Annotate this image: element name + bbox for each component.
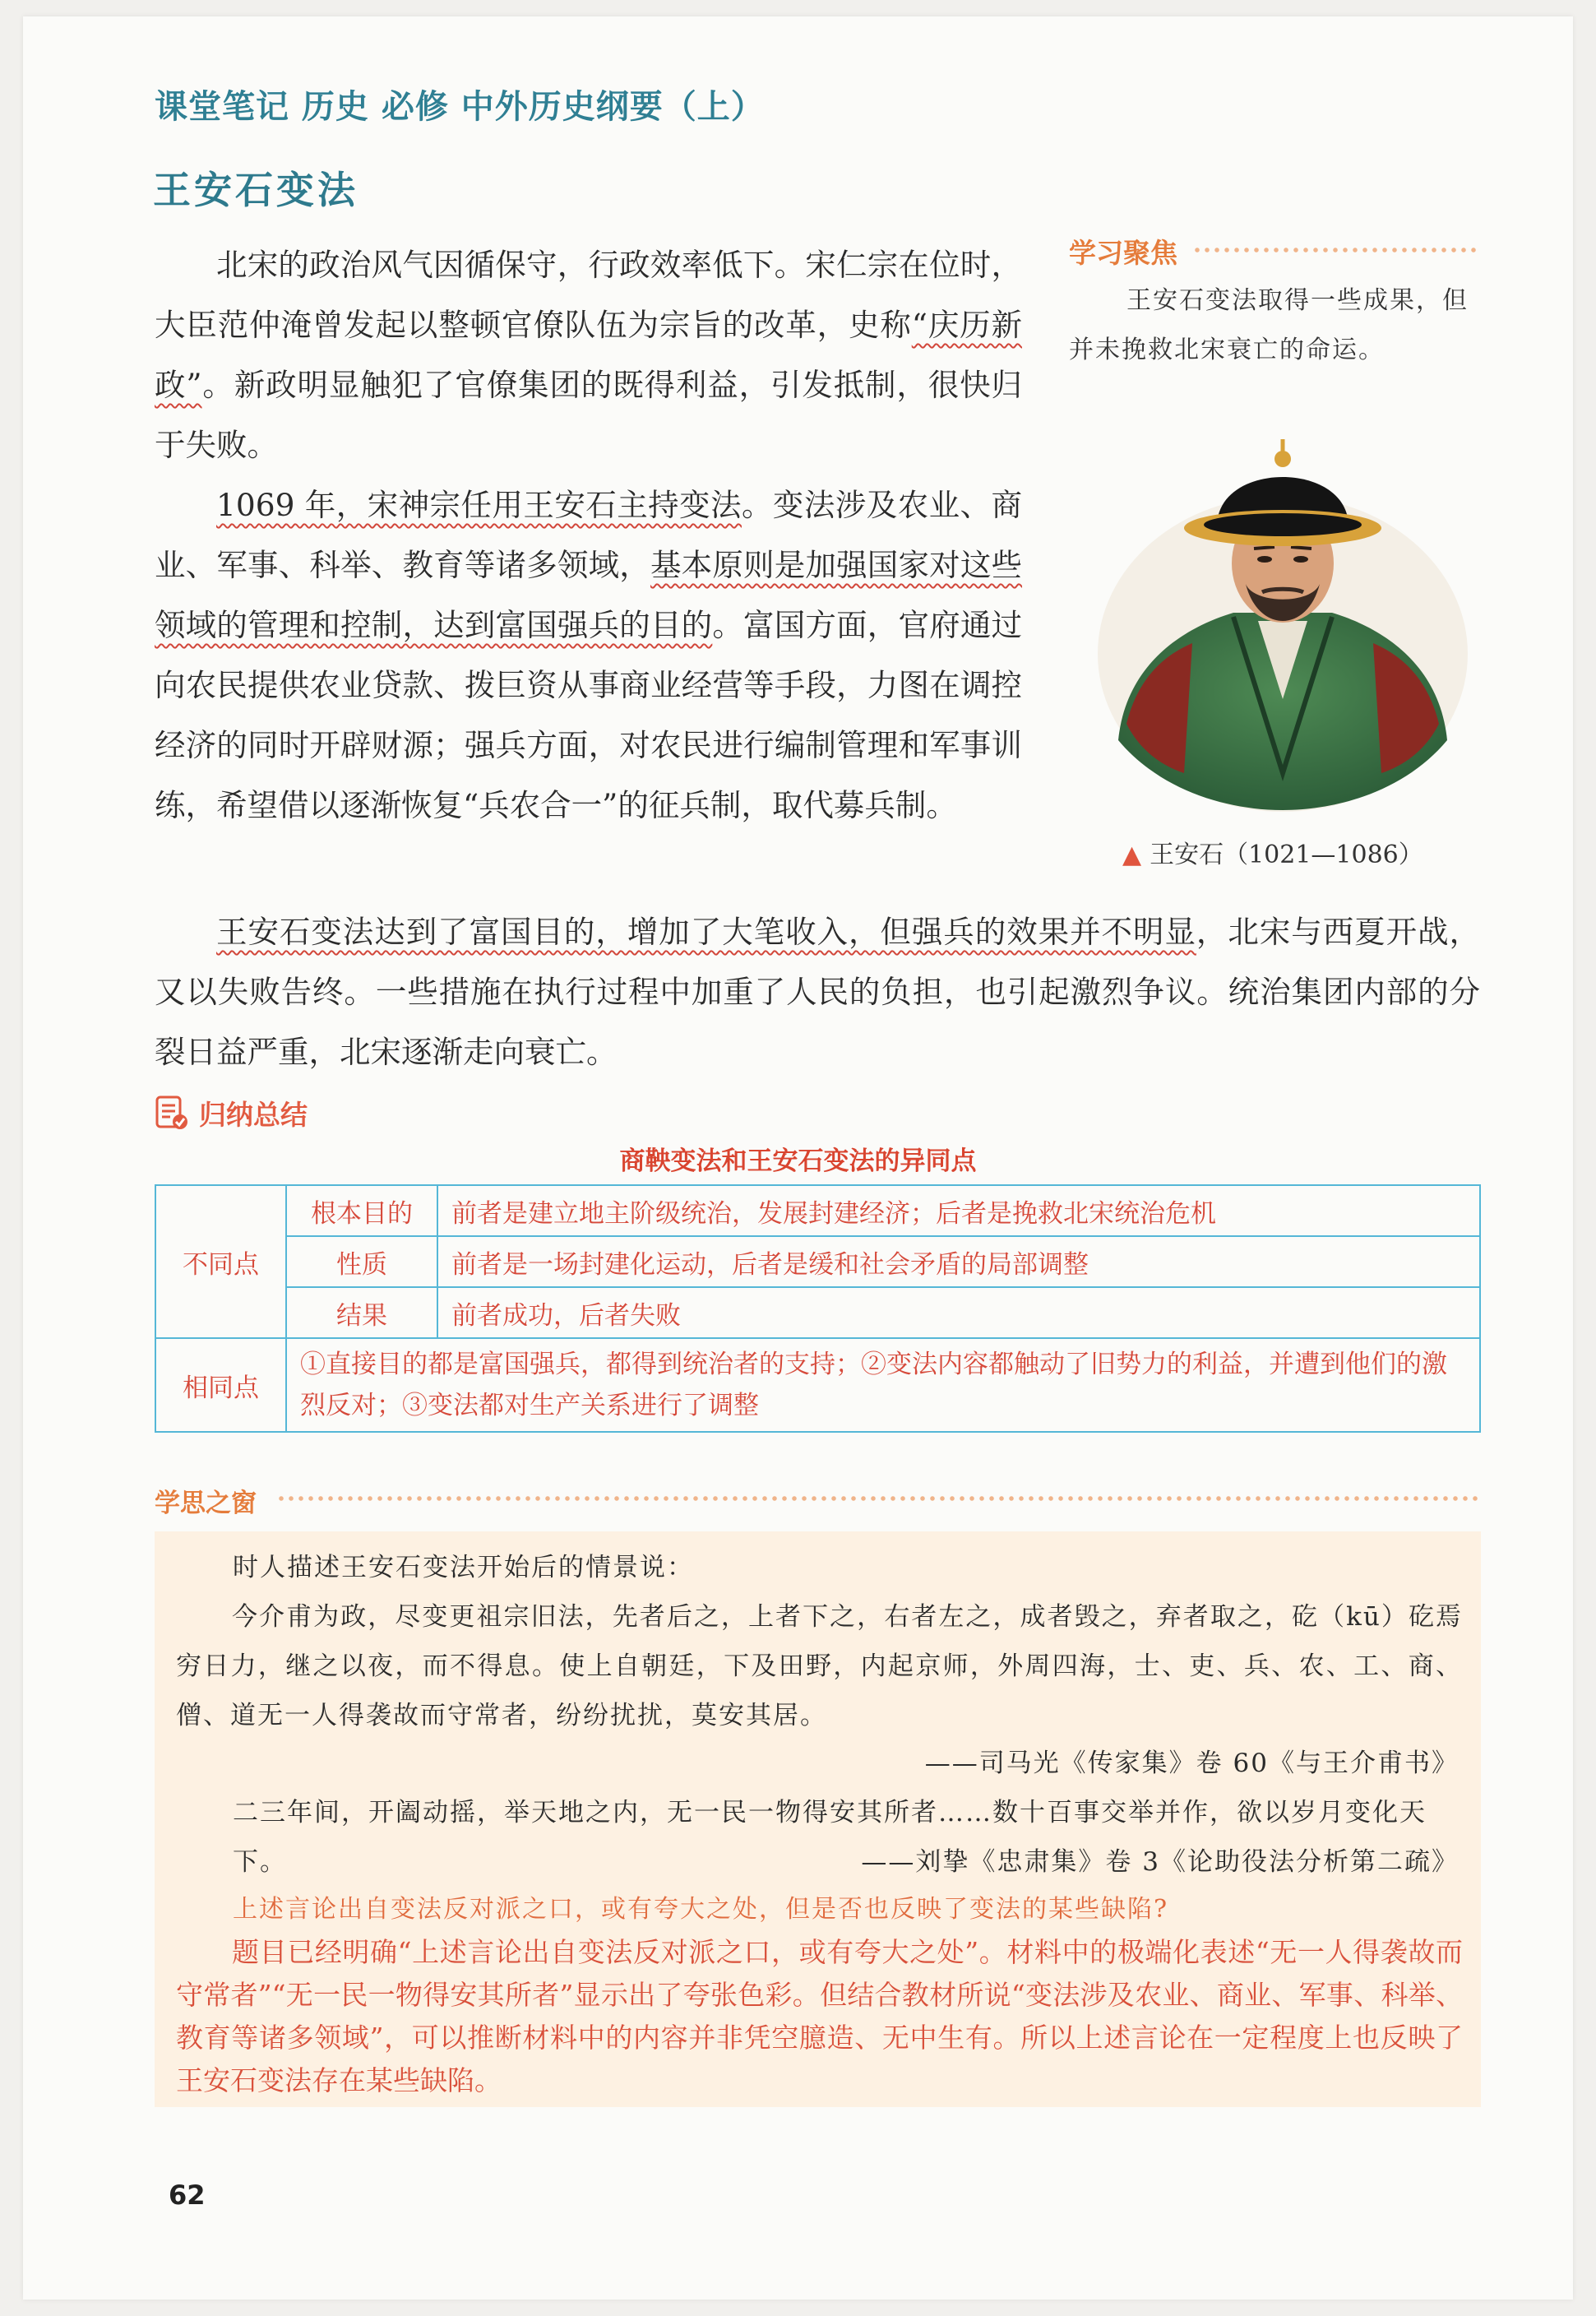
para2-highlight-2: 基本原则是加强国家对这些领域的管理和控制，达到富国强兵的目的 [155, 547, 1023, 643]
quote-1: 今介甫为政，尽变更祖宗旧法，先者后之，上者下之，右者左之，成者毁之，弃者取之，矻（kū）矻焉穷日力，继之以夜，而不得息。使上自朝廷，下及田野，内起京师，外周四海，士、吏、兵、农、工、商、僧、道无一人得袭故而守常者，纷纷扰扰，莫安其居。 [176, 1602, 1463, 1730]
quote-2: 二三年间，开阖动摇，举天地之内，无一民一物得安其所者……数十百事交举并作，欲以岁月变化天下。 [233, 1798, 1427, 1877]
table-row [155, 1185, 1480, 1236]
same-content-cell: ①直接目的都是富国强兵，都得到统治者的支持；②变法内容都触动了旧势力的利益，并遭到他们的激烈反对；③变法都对生产关系进行了调整 [286, 1338, 1480, 1432]
para2-text-2: 。富国方面，官府通过向农民提供农业贷款、拨巨资从事商业经营等手段，力图在调控经济的同时开辟财源；强兵方面，对农民进行编制管理和军事训练，希望借以逐渐恢复“兵农合一”的征兵制，取代募兵制。 [155, 607, 1023, 823]
aspect-cell: 根本目的 [286, 1185, 437, 1236]
content-cell: 前者成功，后者失败 [437, 1287, 1480, 1338]
caption-text: 王安石（1021—1086） [1150, 841, 1423, 869]
aspect-cell: 结果 [286, 1287, 437, 1338]
same-label: 相同点 [155, 1338, 286, 1432]
table-row [155, 1287, 1480, 1338]
window-question: 上述言论出自变法反对派之口，或有夸大之处，但是否也反映了变法的某些缺陷? [233, 1895, 1169, 1924]
para3-highlight: 王安石变法达到了富国目的，增加了大笔收入，但强兵的效果并不明显 [216, 914, 1196, 950]
para3-text: ，北宋与西夏开战，又以失败告终。一些措施在执行过程中加重了人民的负担，也引起激烈争议。统治集团内部的分裂日益严重，北宋逐渐走向衰亡。 [155, 914, 1481, 1070]
section-title: 王安石变法 [153, 168, 359, 212]
main-text-column [155, 235, 1022, 836]
page-number: 62 [169, 2179, 206, 2211]
caption-marker: ▲ [1122, 841, 1142, 869]
window-label: 学思之窗 [155, 1489, 257, 1518]
diff-label: 不同点 [155, 1185, 286, 1338]
table-row [155, 1338, 1480, 1432]
para1-highlight: “庆历新政” [155, 307, 1022, 403]
content-cell: 前者是建立地主阶级统治，发展封建经济；后者是挽救北宋统治危机 [437, 1185, 1480, 1236]
source-2: ——刘挚《忠肃集》卷 3《论助役法分析第二疏》 [861, 1847, 1459, 1877]
paragraph-3 [155, 902, 1480, 1082]
paragraph-2 [155, 475, 1022, 836]
table-row [155, 1236, 1480, 1287]
focus-label: 学习聚焦 [1069, 237, 1177, 269]
comparison-table [155, 1184, 1481, 1433]
notebook-check-icon [155, 1094, 189, 1132]
para2-text-1: 。变法涉及农业、商业、军事、科举、教育等诸多领域， [155, 487, 1022, 583]
paragraph-1 [155, 235, 1022, 475]
window-dotted-rule [276, 1494, 1481, 1503]
focus-dotted-rule [1192, 245, 1480, 255]
para2-highlight-1: 1069 年，宋神宗任用王安石主持变法 [216, 487, 742, 523]
para1-before: 北宋的政治风气因循保守，行政效率低下。宋仁宗在位时，大臣范仲淹曾发起以整顿官僚队伍为宗旨的改革，史称 [155, 247, 1022, 343]
source-1: ——司马光《传家集》卷 60《与王介甫书》 [924, 1749, 1459, 1778]
content-cell: 前者是一场封建化运动，后者是缓和社会矛盾的局部调整 [437, 1236, 1480, 1287]
wang-anshi-portrait [1094, 428, 1472, 814]
window-answer: 题目已经明确“上述言论出自变法反对派之口，或有夸大之处”。材料中的极端化表述“无一人得袭故而守常者”“无一民一物得安其所者”显示出了夸张色彩。但结合教材所说“变法涉及农业、商业、军事、科举、教育等诸多领域”，可以推断材料中的内容并非凭空臆造、无中生有。所以上述言论在一定程度上也反映了王安石变法存在某些缺陷。 [176, 1936, 1463, 2096]
summary-label: 归纳总结 [199, 1099, 308, 1131]
window-intro: 时人描述王安石变法开始后的情景说： [233, 1553, 694, 1582]
focus-text: 王安石变法取得一些成果，但并未挽救北宋衰亡的命运。 [1069, 286, 1469, 364]
para1-after: 。新政明显触犯了官僚集团的既得利益，引发抵制，很快归于失败。 [155, 367, 1023, 463]
portrait-caption [1122, 834, 1423, 870]
running-header: 课堂笔记 历史 必修 中外历史纲要（上） [155, 88, 765, 126]
aspect-cell: 性质 [286, 1236, 437, 1287]
comparison-table-title: 商鞅变法和王安石变法的异同点 [619, 1146, 977, 1176]
